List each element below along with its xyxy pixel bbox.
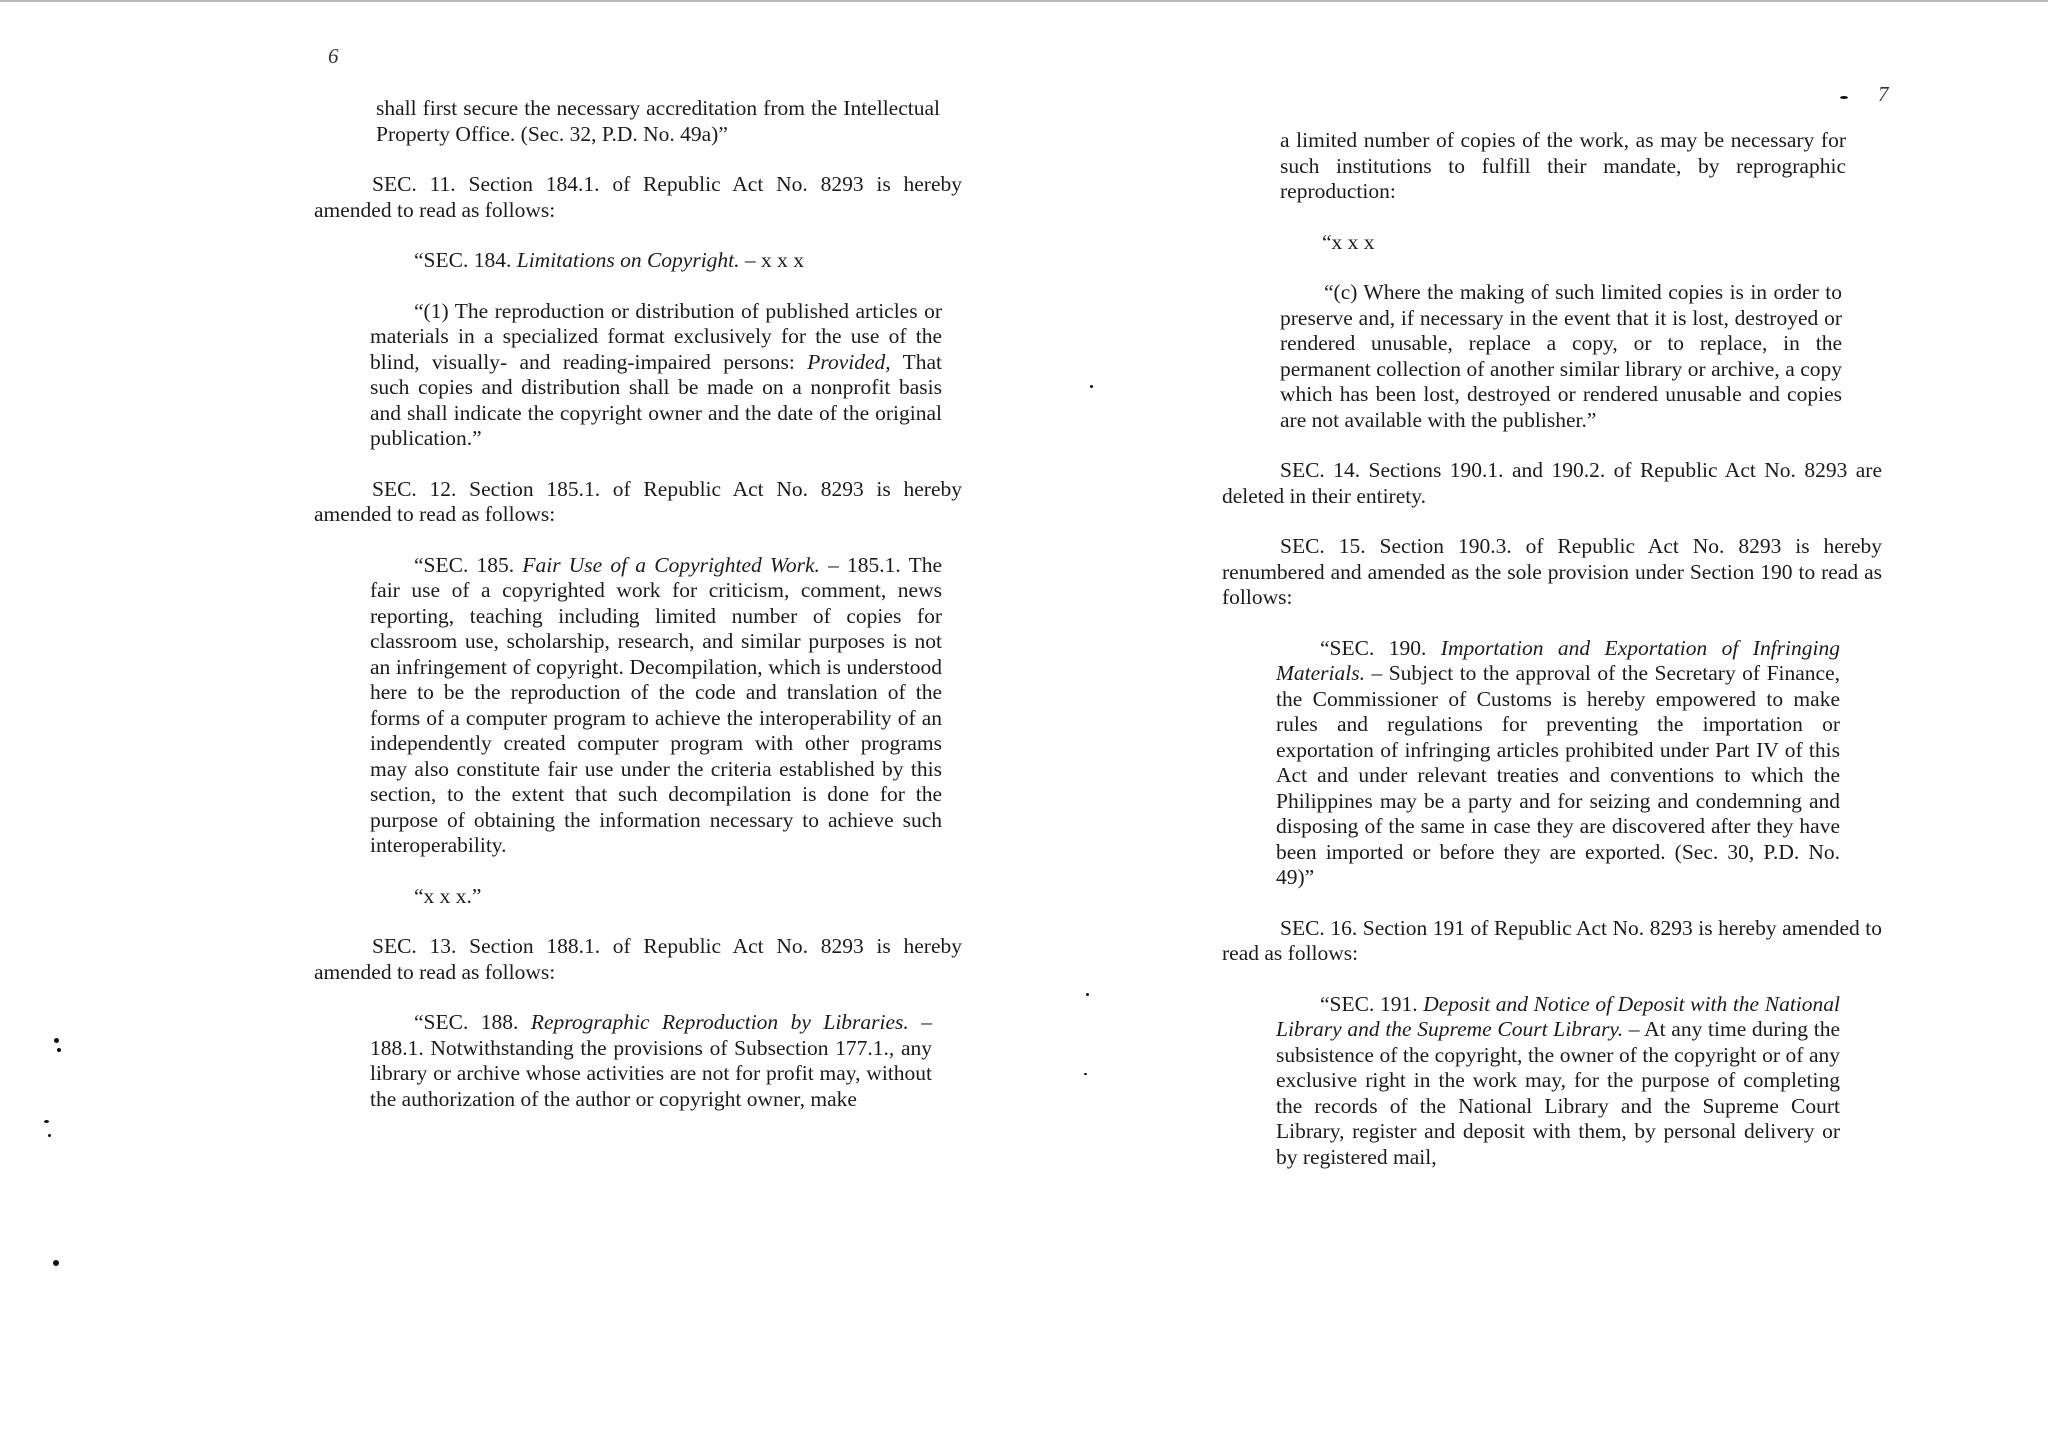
section-12 (314, 477, 962, 528)
quote-body: – 185.1. The fair use of a copyrighted work for criticism, comment, news reporting, teaching including limited number of copies for classroom use, scholarship, research, and similar purposes is not an infringement of copyright. Decompilation, which is understood here to be the reproduction of the code and translation of the forms of a computer program to achieve the interoperability of an independently created computer program with other programs may also constitute fair use under the criteria established by this section, to the extent that such decompilation is done for the purpose of obtaining the information necessary to achieve such interoperability. (370, 552, 942, 857)
page-number-right: 7 (1878, 82, 1889, 106)
scan-speck (44, 1120, 49, 1123)
item-c: “(c) Where the making of such limited copies is in order to preserve and, if necessary in the event that it is lost, destroyed or rendered unusable, replace a copy, or to replace, in the permanent collection of another similar library or archive, a copy which has been lost, destroyed or rendered unusable and copies are not available with the publisher.” (1280, 280, 1842, 432)
section-label: SEC. 16. (1280, 915, 1358, 940)
quote-body: – Subject to the approval of the Secretary of Finance, the Commissioner of Customs is hereby empowered to make rules and regulations for preventing the importation or exportation of infringing articles prohibited under Part IV of this Act and under relevant treaties and conventions to which the Philippines may be a party and for seizing and condemning and disposing of the same in case they are discovered after they have been imported or before they are exported. (Sec. 30, P.D. No. 49)” (1276, 661, 1841, 889)
sec-184-item-1 (370, 299, 942, 452)
quote-tail: – x x x (744, 248, 805, 272)
item-text-a: “(1) The reproduction or distribution of published articles or materials in a specialized format exclusively for the use of the blind, visually- and reading-impaired persons: (370, 298, 942, 374)
section-label: SEC. 14. (1280, 458, 1361, 482)
scan-speck (1086, 993, 1089, 996)
section-label: SEC. 11. (372, 172, 456, 196)
scan-speck (1084, 1073, 1087, 1075)
section-text: Section 185.1. of Republic Act No. 8293 is hereby amended to read as follows: (314, 476, 962, 526)
sec-185-xxx: “x x x.” (414, 883, 482, 908)
quote-label: “SEC. 185. (414, 552, 515, 577)
sec-188-quote (370, 1010, 932, 1112)
page-left (314, 96, 962, 1137)
sec-185-quote (370, 553, 942, 859)
section-label: SEC. 13. (372, 934, 457, 958)
sec-190-quote (1276, 636, 1840, 891)
continued-quote: shall first secure the necessary accreditation from the Intellectual Property Office. (Sec. 32, P.D. No. 49a)” (376, 96, 940, 146)
section-label: SEC. 15. (1280, 534, 1366, 558)
scan-speck (53, 1260, 59, 1266)
scan-speck (54, 1038, 59, 1043)
page-right (1222, 128, 1882, 1195)
quote-body: – At any time during the subsistence of the copyright, the owner of the copyright or of any exclusive right in the work may, for the purpose of completing the records of the National Library and the Supreme Court Library, register and deposit with them, by personal delivery or by registered mail, (1276, 1017, 1841, 1169)
quote-label: “SEC. 191. (1320, 991, 1418, 1016)
section-13 (314, 934, 962, 985)
section-text: Section 191 of Republic Act No. 8293 is hereby amended to read as follows: (1222, 915, 1882, 965)
item-text-b: That such copies and distribution shall be made on a nonprofit basis and shall indicate the copyright owner and the date of the original publication.” (370, 349, 942, 450)
quote-title: Reprographic Reproduction by Libraries. (530, 1010, 909, 1034)
section-text: Sections 190.1. and 190.2. of Republic Act No. 8293 are deleted in their entirety. (1222, 458, 1882, 508)
quote-title: Deposit and Notice of Deposit with the National Library and the Supreme Court Library. (1276, 991, 1840, 1041)
scan-top-edge (0, 0, 2048, 2)
section-text: Section 190.3. of Republic Act No. 8293 is hereby renumbered and amended as the sole provision under Section 190 to read as follows: (1222, 534, 1882, 609)
section-11 (314, 172, 962, 223)
quote-label: “SEC. 184. (414, 248, 512, 272)
section-label: SEC. 12. (372, 476, 457, 501)
quote-title: Limitations on Copyright. (516, 248, 740, 272)
section-text: Section 188.1. of Republic Act No. 8293 is hereby amended to read as follows: (314, 934, 962, 984)
provided-word: Provided, (807, 349, 891, 374)
quote-title: Importation and Exportation of Infringing Materials. (1276, 635, 1840, 685)
scan-speck (1840, 96, 1848, 99)
quote-title: Fair Use of a Copyrighted Work. (522, 552, 820, 577)
quote-label: “SEC. 190. (1320, 635, 1427, 660)
section-15 (1222, 534, 1882, 611)
section-text: Section 184.1. of Republic Act No. 8293 is hereby amended to read as follows: (314, 172, 963, 222)
page-number-left: 6 (328, 44, 339, 68)
sec-191-quote (1276, 992, 1840, 1171)
scan-speck (57, 1048, 61, 1052)
quote-body: – 188.1. Notwithstanding the provisions of Subsection 177.1., any library or archive whose activities are not for profit may, without the authorization of the author or copyright owner, make (370, 1010, 932, 1111)
quote-label: “SEC. 188. (414, 1010, 519, 1034)
xxx-marker: “x x x (1322, 229, 1375, 254)
continued-text: a limited number of copies of the work, as may be necessary for such institutions to fulfill their mandate, by reprographic reproduction: (1280, 128, 1846, 203)
sec-184-heading (370, 248, 942, 274)
section-14 (1222, 458, 1882, 509)
scan-speck (48, 1134, 51, 1137)
scan-speck (1090, 385, 1093, 388)
section-16 (1222, 916, 1882, 967)
